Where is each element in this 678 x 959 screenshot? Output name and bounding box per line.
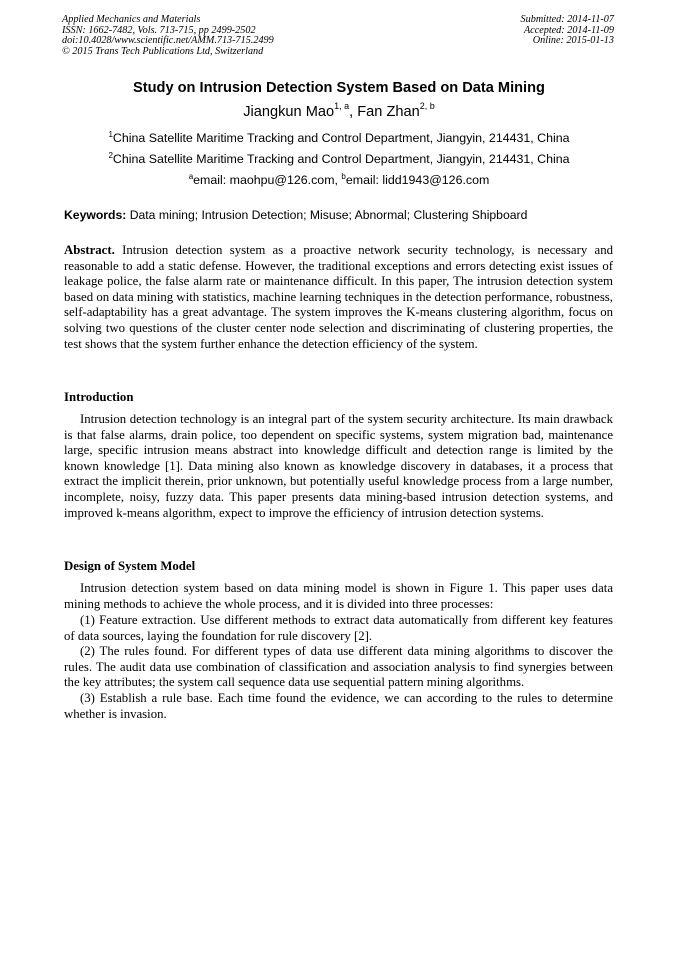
author-2-name: Fan Zhan [357,104,420,120]
affiliation-2 [0,152,678,166]
journal-issn: ISSN: 1662-7482, Vols. 713-715, pp 2499-2502 [62,24,256,36]
email-b-text: email: lidd1943@126.com [345,173,490,187]
design-paragraph-2: (1) Feature extraction. Use different methods to extract data automatically from different key features of data sources, laying the foundation for rule discovery [2]. [64,613,613,643]
abstract [64,243,613,352]
keywords-label: Keywords: [64,208,127,222]
journal-header-info [62,15,274,57]
keywords [64,208,527,222]
journal-name: Applied Mechanics and Materials [62,14,201,25]
affiliation-1 [0,131,678,145]
section-heading-introduction: Introduction [64,390,134,404]
journal-copyright: © 2015 Trans Tech Publications Ltd, Switzerland [62,45,264,57]
author-2-affiliation-mark: 2, b [419,101,435,111]
section-heading-design: Design of System Model [64,559,196,573]
journal-doi: doi:10.4028/www.scientific.net/AMM.713-715.2499 [62,35,274,47]
affiliation-2-mark: 2 [108,151,113,160]
email-a-text: email: maohpu@126.com, [193,173,342,187]
author-1-affiliation-mark: 1, a [334,101,350,111]
abstract-label: Abstract. [64,243,115,257]
keywords-text: Data mining; Intrusion Detection; Misuse; Abnormal; Clustering Shipboard [126,208,528,222]
design-paragraph-1: Intrusion detection system based on data mining model is shown in Figure 1. This paper uses data mining methods to achieve the whole process, and it is divided into three processes: [64,581,613,611]
author-1-name: Jiangkun Mao [243,104,335,120]
submitted-date: Submitted: 2014-11-07 [520,14,614,25]
email-b-mark: b [341,172,346,181]
abstract-text: Intrusion detection system as a proactive network security technology, is necessary and reasonable to add a static defense. However, the traditional exceptions and errors detecting exist issues of leakage police, the false alarm rate or maintenance difficult. In this paper, The intrusion detection system based on data mining with statistics, machine learning techniques in the detection performance, robustness, self-adaptability has a great advantage. The system improves the K-means clustering algorithm, focus on solving two questions of the cluster center node selection and discriminating of clustering properties, the test shows that the system further enhance the detection efficiency of the system. [64,243,613,351]
design-paragraph-4: (3) Establish a rule base. Each time found the evidence, we can according to the rules to determine whether is invasion. [64,691,613,721]
affiliation-1-text: China Satellite Maritime Tracking and Control Department, Jiangyin, 214431, China [112,131,570,145]
paper-title: Study on Intrusion Detection System Based on Data Mining [133,80,545,96]
affiliation-2-text: China Satellite Maritime Tracking and Control Department, Jiangyin, 214431, China [112,152,570,166]
publication-dates [521,15,614,47]
author-separator: , [349,104,358,120]
email-a-mark: a [188,172,194,181]
affiliation-1-mark: 1 [108,130,113,139]
accepted-date: Accepted: 2014-11-09 [523,24,614,36]
online-date: Online: 2015-01-13 [532,35,614,47]
author-line [0,101,678,120]
design-paragraph-3: (2) The rules found. For different types of data use different data mining algorithms to discover the rules. The audit data use combination of classification and association analysis to find synergies between the key attributes; the system call sequence data use sequential pattern mining algorithms. [64,644,613,690]
email-line [0,173,678,187]
introduction-paragraph: Intrusion detection technology is an integral part of the system security architecture. Its main drawback is that false alarms, drain police, too dependent on specific systems, system migration bad, maintenance large, specific intrusion means abstract into knowledge difficult and detection range is limited by the known knowledge [1]. Data mining also known as knowledge discovery in databases, it a process that extract the implicit therein, prior unknown, but potentially useful knowledge process from a large number, incomplete, noisy, fuzzy data. This paper presents data mining-based intrusion detection systems, and improved k-means algorithm, expect to improve the efficiency of intrusion detection systems. [64,412,613,520]
